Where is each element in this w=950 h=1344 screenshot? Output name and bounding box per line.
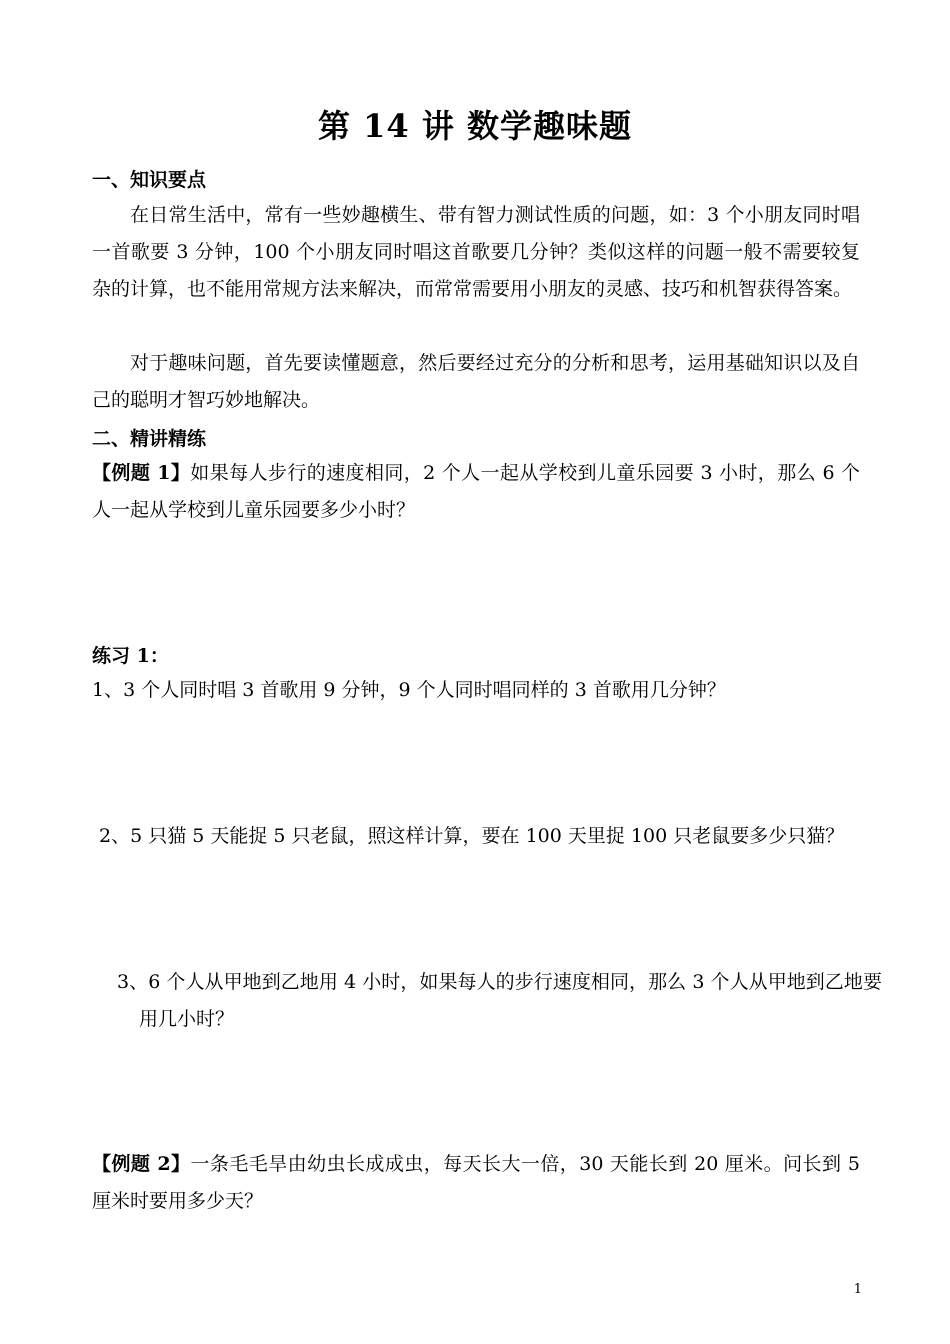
example-1-label: 【例题 1】 [92,462,191,484]
page-number: 1 [853,1282,862,1297]
practice-item: 2、5 只猫 5 天能捉 5 只老鼠，照这样计算，要在 100 天里捉 100 只老鼠要多少只猫？ [99,825,845,847]
intro-paragraph: 在日常生活中，常有一些妙趣横生、带有智力测试性质的问题，如：3 个小朋友同时唱一首歌要 3 分钟，100 个小朋友同时唱这首歌要几分钟？类似这样的问题一般不需要较复杂的计算，也不能用常规方法来解决，而常常需要用小朋友的灵感、技巧和机智获得答案。 [92,204,860,300]
section-heading-knowledge-points: 一、知识要点 [92,169,207,191]
example-2 [92,1146,860,1220]
intro-paragraph: 对于趣味问题，首先要读懂题意，然后要经过充分的分析和思考，运用基础知识以及自己的聪明才智巧妙地解决。 [92,352,860,411]
practice-item: 3、6 个人从甲地到乙地用 4 小时，如果每人的步行速度相同，那么 3 个人从甲地到乙地要用几小时？ [117,971,882,1030]
practice-item: 1、3 个人同时唱 3 首歌用 9 分钟，9 个人同时唱同样的 3 首歌用几分钟？ [92,679,726,701]
practice-1-heading: 练习 1： [92,645,169,667]
page-title: 第 14 讲 数学趣味题 [318,107,632,145]
example-2-label: 【例题 2】 [92,1153,191,1175]
example-1-text: 如果每人步行的速度相同，2 个人一起从学校到儿童乐园要 3 小时，那么 6 个人一起从学校到儿童乐园要多少小时？ [92,462,860,521]
example-1 [92,455,860,529]
example-2-text: 一条毛毛旱由幼虫长成成虫，每天长大一倍，30 天能长到 20 厘米。问长到 5 厘米时要用多少天？ [92,1153,860,1212]
section-heading-lecture-practice: 二、精讲精练 [92,428,207,450]
